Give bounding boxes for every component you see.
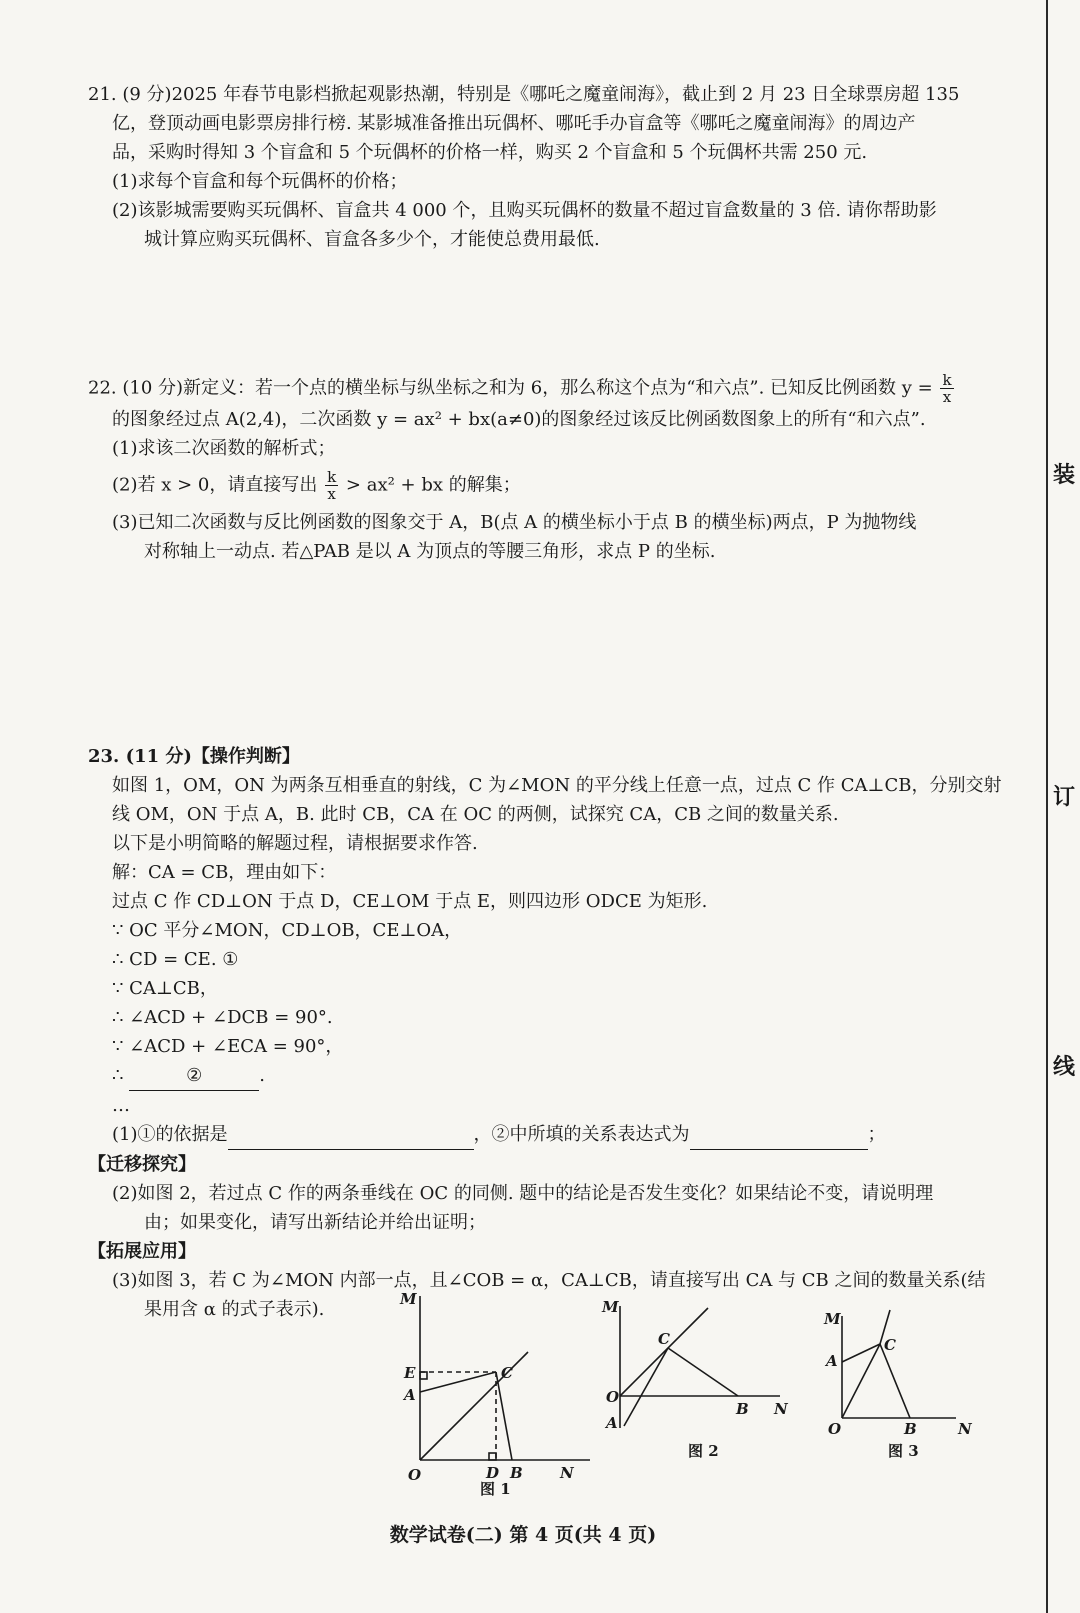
fraction-denominator: x (942, 388, 952, 406)
page-footer: 数学试卷(二) 第 4 页(共 4 页) (389, 1524, 657, 1546)
fraction-k-over-x-2 (325, 469, 338, 502)
bisector-OC (620, 1308, 708, 1396)
label-C: C (501, 1364, 513, 1382)
q22-line-2: 的图象经过点 A(2,4)，二次函数 y = ax² + bx(a≠0)的图象经过该反比例函数图象上的所有“和六点”. (112, 409, 926, 430)
q21-line-3: 品，采购时得知 3 个盲盒和 5 个玩偶杯的价格一样，购买 2 个盲盒和 5 个玩偶杯共需 250 元. (112, 142, 868, 163)
q23-part-3b: 果用含 α 的式子表示). (144, 1299, 325, 1320)
question-22 (88, 372, 1013, 566)
q23-section-3: 【拓展应用】 (88, 1241, 196, 1262)
segment-AC (842, 1344, 880, 1362)
q23-part-1-a: (1)①的依据是 (112, 1124, 228, 1145)
q21-line-2: 亿，登顶动画电影票房排行榜. 某影城准备推出玩偶杯、哪吒手办盲盒等《哪吒之魔童闹海》的周边产 (112, 113, 916, 134)
figure-3 (842, 1310, 956, 1418)
q23-line-5: 过点 C 作 CD⊥ON 于点 D，CE⊥OM 于点 E，则四边形 ODCE 为矩形. (112, 891, 708, 912)
q23-line-9: ∴ ∠ACD + ∠DCB = 90°. (112, 1007, 333, 1028)
fraction-numerator: k (327, 468, 337, 486)
label-N: N (958, 1420, 972, 1438)
label-A: A (404, 1386, 416, 1404)
fraction-numerator: k (942, 371, 952, 389)
q23-line-1: 如图 1，OM，ON 为两条互相垂直的射线，C 为∠MON 的平分线上任意一点，过点 C 作 CA⊥CB，分别交射 (112, 775, 1002, 796)
label-D: D (486, 1464, 500, 1482)
label-B: B (736, 1400, 749, 1418)
figure-1-caption: 图 1 (480, 1480, 511, 1498)
segment-OC (842, 1344, 880, 1418)
q23-section-2: 【迁移探究】 (88, 1154, 196, 1175)
q21-part-2a: (2)该影城需要购买玩偶杯、盲盒共 4 000 个，且购买玩偶杯的数量不超过盲盒数量的 3 倍. 请你帮助影 (112, 200, 937, 221)
q22-part-2 (88, 469, 1013, 502)
figure-3-caption: 图 3 (888, 1442, 919, 1460)
figure-3-labels (823, 1310, 973, 1460)
q22-line-1 (88, 372, 1013, 405)
segment-CB (496, 1372, 512, 1460)
segment-AC (624, 1348, 668, 1426)
q22-part-2-pre: (2)若 x > 0，请直接写出 (112, 474, 318, 496)
q23-part-3a: (3)如图 3，若 C 为∠MON 内部一点，且∠COB = α，CA⊥CB，请直接写出 CA 与 CB 之间的数量关系(结 (112, 1270, 986, 1291)
period: . (259, 1065, 265, 1086)
label-E: E (404, 1364, 416, 1382)
label-O: O (828, 1420, 842, 1438)
therefore-symbol: ∴ (112, 1065, 124, 1086)
q23-line-11 (88, 1061, 1013, 1091)
q21-part-2b: 城计算应购买玩偶杯、盲盒各多少个，才能使总费用最低. (144, 229, 600, 250)
segment-CB (668, 1348, 738, 1396)
binding-char-mid: 订 (1052, 784, 1075, 810)
answer-blank-1 (228, 1120, 474, 1150)
q23-line-7: ∴ CD = CE. ① (112, 949, 239, 970)
label-O: O (408, 1466, 422, 1484)
q23-line-3: 以下是小明简略的解题过程，请根据要求作答. (112, 833, 478, 854)
label-M: M (824, 1310, 841, 1328)
q23-header: 23. (11 分)【操作判断】 (88, 746, 300, 767)
binding-line (1046, 0, 1048, 1613)
label-M: M (602, 1298, 619, 1316)
right-angle-E (420, 1372, 427, 1379)
label-C: C (658, 1330, 670, 1348)
segment-CB (880, 1344, 910, 1418)
label-A: A (606, 1414, 618, 1432)
label-C: C (884, 1336, 896, 1354)
label-M: M (400, 1290, 417, 1308)
blank-2: ② (129, 1061, 259, 1091)
fraction-k-over-x (940, 372, 953, 405)
q23-part-1-c: ； (867, 1124, 886, 1145)
answer-blank-2 (690, 1120, 868, 1150)
geometry-figures (380, 1288, 1020, 1498)
q23-line-8: ∵ CA⊥CB， (112, 978, 218, 999)
q23-part-1 (88, 1120, 1013, 1150)
label-B: B (510, 1464, 523, 1482)
figure-2-caption: 图 2 (688, 1442, 719, 1460)
question-23 (88, 742, 1013, 1324)
question-21 (88, 80, 1013, 254)
q23-line-12: … (112, 1095, 130, 1116)
label-N: N (774, 1400, 788, 1418)
q23-line-4: 解：CA = CB，理由如下： (112, 862, 337, 883)
q22-part-3a: (3)已知二次函数与反比例函数的图象交于 A，B(点 A 的横坐标小于点 B 的横坐标)两点，P 为抛物线 (112, 512, 917, 533)
q21-line-1: 21. (9 分)2025 年春节电影档掀起观影热潮，特别是《哪吒之魔童闹海》，截止到 2 月 23 日全球票房超 135 (88, 84, 960, 105)
q23-part-2b: 由；如果变化，请写出新结论并给出证明； (144, 1212, 486, 1233)
q23-line-2: 线 OM，ON 于点 A，B. 此时 CB，CA 在 OC 的两侧，试探究 CA，CB 之间的数量关系. (112, 804, 839, 825)
q23-line-10: ∵ ∠ACD + ∠ECA = 90°， (112, 1036, 344, 1057)
q23-part-2a: (2)如图 2，若过点 C 作的两条垂线在 OC 的同侧. 题中的结论是否发生变化？如果结论不变，请说明理 (112, 1183, 934, 1204)
label-O: O (606, 1388, 620, 1406)
label-N: N (560, 1464, 574, 1482)
figure-2 (620, 1306, 780, 1428)
q23-line-6: ∵ OC 平分∠MON，CD⊥OB，CE⊥OA， (112, 920, 463, 941)
q21-part-1: (1)求每个盲盒和每个玩偶杯的价格； (112, 171, 408, 192)
label-B: B (904, 1420, 917, 1438)
q22-part-3b: 对称轴上一动点. 若△PAB 是以 A 为顶点的等腰三角形，求点 P 的坐标. (144, 541, 716, 562)
segment-AC (420, 1372, 496, 1392)
figure-2-labels (601, 1298, 789, 1460)
q23-part-1-b: ，②中所填的关系表达式为 (473, 1124, 690, 1145)
binding-char-bot: 线 (1052, 1054, 1075, 1080)
q22-part-1: (1)求该二次函数的解析式； (112, 438, 336, 459)
fraction-denominator: x (327, 485, 336, 503)
binding-char-top: 装 (1052, 462, 1075, 488)
right-angle-D (489, 1453, 496, 1460)
q22-line-1-text: 22. (10 分)新定义：若一个点的横坐标与纵坐标之和为 6，那么称这个点为“和六点”. 已知反比例函数 y = (88, 377, 933, 399)
q22-part-2-post: > ax² + bx 的解集； (345, 474, 521, 496)
label-A: A (826, 1352, 838, 1370)
